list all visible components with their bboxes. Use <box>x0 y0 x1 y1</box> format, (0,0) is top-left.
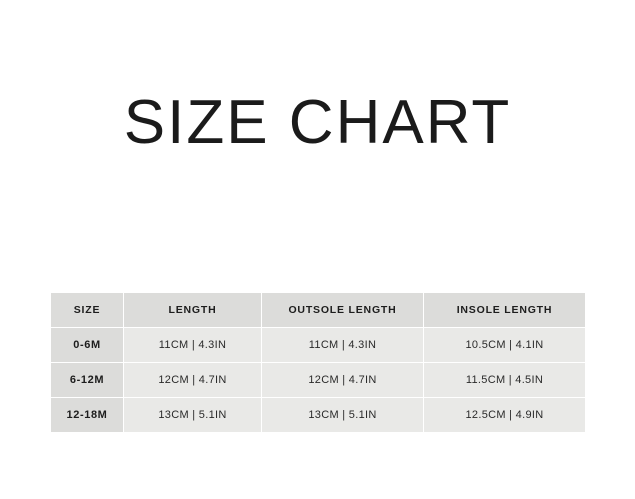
table-row <box>51 363 586 398</box>
column-header-outsole-length: OUTSOLE LENGTH <box>262 293 424 328</box>
column-header-size: SIZE <box>51 293 124 328</box>
cell-insole-length: 12.5CM | 4.9IN <box>424 398 586 433</box>
cell-length: 13CM | 5.1IN <box>124 398 262 433</box>
column-header-insole-length: INSOLE LENGTH <box>424 293 586 328</box>
page-title: SIZE CHART <box>123 88 512 157</box>
table-row <box>51 328 586 363</box>
column-header-length: LENGTH <box>124 293 262 328</box>
cell-size: 12-18M <box>51 398 124 433</box>
table-header-row <box>51 293 586 328</box>
size-chart-table-wrapper <box>50 292 585 433</box>
cell-insole-length: 10.5CM | 4.1IN <box>424 328 586 363</box>
cell-size: 0-6M <box>51 328 124 363</box>
cell-size: 6-12M <box>51 363 124 398</box>
cell-length: 12CM | 4.7IN <box>124 363 262 398</box>
table-row <box>51 398 586 433</box>
cell-outsole-length: 12CM | 4.7IN <box>262 363 424 398</box>
table-body <box>51 328 586 433</box>
cell-outsole-length: 11CM | 4.3IN <box>262 328 424 363</box>
table-header <box>51 293 586 328</box>
cell-length: 11CM | 4.3IN <box>124 328 262 363</box>
cell-outsole-length: 13CM | 5.1IN <box>262 398 424 433</box>
size-chart-table <box>50 292 586 433</box>
cell-insole-length: 11.5CM | 4.5IN <box>424 363 586 398</box>
